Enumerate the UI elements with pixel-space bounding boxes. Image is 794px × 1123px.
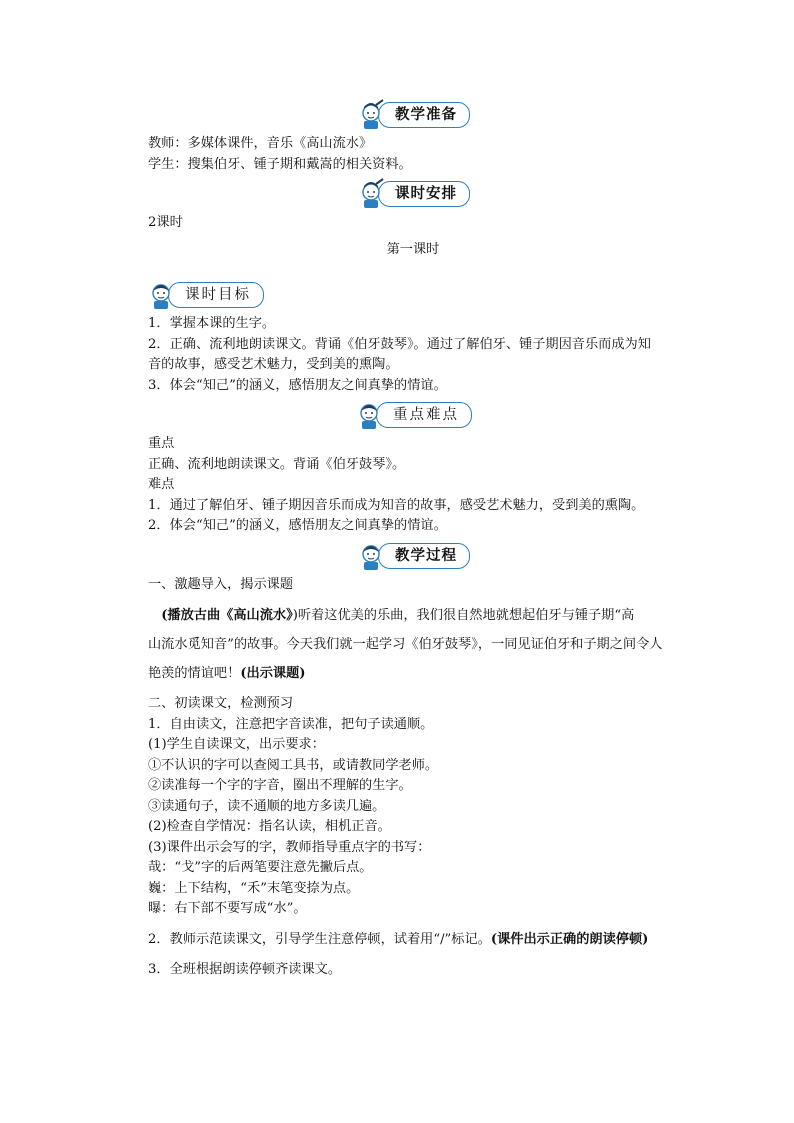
goal-item: 1．掌握本课的生字。 (148, 316, 276, 331)
student-mascot-icon (356, 99, 386, 131)
part2-title: 二、初读课文，检测预习 (148, 696, 294, 711)
section-banner-key (148, 398, 678, 432)
lesson-hours: 2课时 (148, 215, 183, 230)
hard-item: 2．体会“知己”的涵义，感悟朋友之间真挚的情谊。 (148, 518, 447, 533)
lesson-plan-page (148, 96, 678, 981)
char-note-wei: 巍：上下结构，“禾”末笔变捺为点。 (148, 880, 360, 896)
intro-line-2: 山流水觅知音”的故事。今天我们就一起学习《伯牙鼓琴》，一同见证伯牙和子期之间令人 (148, 637, 663, 652)
intro-paragraph (148, 601, 678, 688)
teacher-prep: 教师：多媒体课件，音乐《高山流水》 (148, 136, 373, 151)
banner-label: 教学过程 (378, 543, 470, 569)
hard-item: 1．通过了解伯牙、锺子期因音乐而成为知音的故事，感受艺术魅力，受到美的熏陶。 (148, 497, 645, 513)
step-1-3: (3)课件出示会写的字，教师指导重点字的书写： (148, 839, 431, 855)
key-label: 重点 (148, 436, 175, 451)
section-banner-schedule (148, 177, 678, 211)
first-lesson-heading: 第一课时 (386, 241, 440, 257)
section-banner-prep (148, 98, 678, 132)
intro-bold-play: (播放古曲《高山流水》 (161, 608, 293, 623)
section-banner-process (148, 539, 678, 573)
goal-item: 音的故事，感受艺术魅力，受到美的熏陶。 (148, 357, 399, 372)
banner-label: 课时安排 (378, 181, 470, 207)
intro-bold-show-title: (出示课题) (240, 666, 306, 681)
step-2-bold: (课件出示正确的朗读停顿) (490, 931, 649, 947)
student-mascot-icon (146, 279, 176, 311)
student-prep: 学生：搜集伯牙、锺子期和戴嵩的相关资料。 (148, 156, 412, 172)
step-3: 3．全班根据朗读停顿齐读课文。 (148, 962, 342, 977)
goal-item: 2．正确、流利地朗读课文。背诵《伯牙鼓琴》。通过了解伯牙、锺子期因音乐而成为知 (148, 336, 651, 352)
char-note-pu: 曝：右下部不要写成“水”。 (148, 901, 307, 916)
step-1-1: (1)学生自读课文，出示要求： (148, 737, 325, 752)
student-mascot-icon (354, 399, 384, 431)
char-note-zai: 哉：“戈”字的后两笔要注意先撇后点。 (148, 860, 373, 875)
student-mascot-icon (356, 178, 386, 210)
banner-label: 教学准备 (378, 102, 470, 128)
requirement-3: ③读通句子，读不通顺的地方多读几遍。 (148, 798, 386, 814)
requirement-2: ②读准每一个字的字音，圈出不理解的生字。 (148, 778, 412, 793)
key-text: 正确、流利地朗读课文。背诵《伯牙鼓琴》。 (148, 456, 406, 472)
student-mascot-icon (356, 540, 386, 572)
banner-label: 重点难点 (376, 402, 472, 428)
step-1-2: (2)检查自学情况：指名认读，相机正音。 (148, 819, 391, 834)
banner-label: 课时目标 (168, 282, 264, 308)
step-1: 1．自由读文，注意把字音读准，把句子读通顺。 (148, 716, 434, 732)
hard-label: 难点 (148, 477, 175, 492)
intro-line-1: )听着这优美的乐曲，我们很自然地就想起伯牙与锺子期“高 (292, 608, 635, 623)
goal-item: 3．体会“知己”的涵义，感悟朋友之间真挚的情谊。 (148, 377, 447, 393)
requirement-1: ①不认识的字可以查阅工具书，或请教同学老师。 (148, 757, 439, 773)
part1-title: 一、激趣导入，揭示课题 (148, 576, 294, 592)
section-banner-goals (146, 278, 678, 312)
step-2: 2．教师示范读课文，引导学生注意停顿，试着用“/”标记。 (148, 931, 491, 947)
intro-line-3: 艳羡的情谊吧！ (148, 666, 241, 681)
